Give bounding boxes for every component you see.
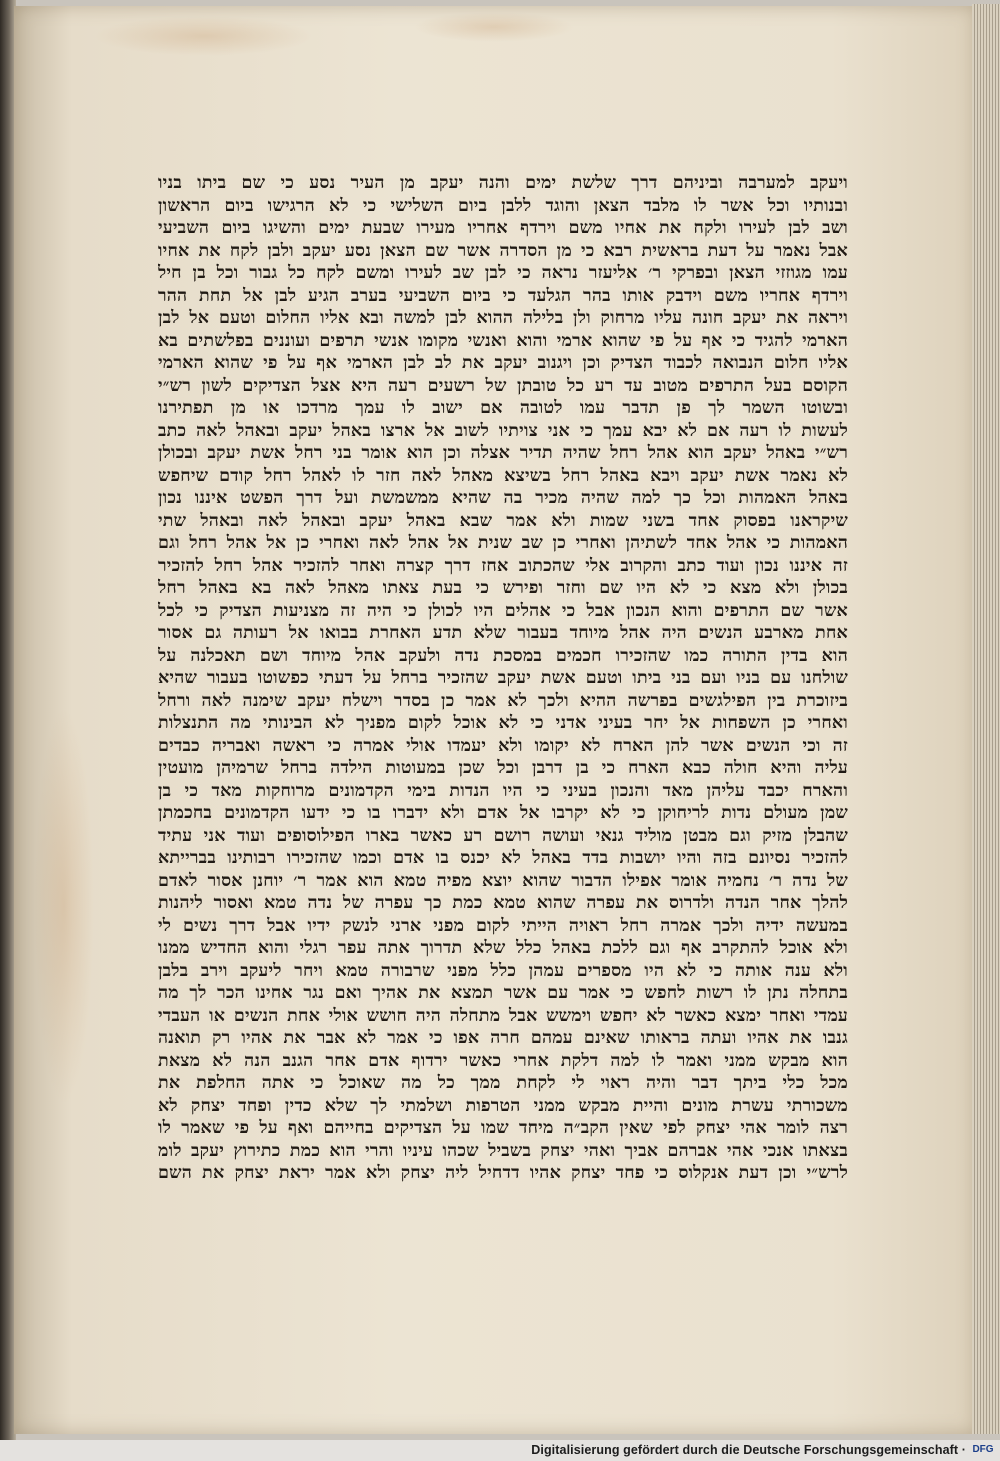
text-line: אליו חלום הנבואה לכבוד הצדיק וכן ויגנוב יעקב את לב לבן הארמי אף על פי שהוא הארמי: [158, 353, 848, 373]
text-line: ולא ענה אותה כי לא היו מספרים עמהן כלל מפני שרבורה טמא ויחר ליעקב וירב בלבן: [158, 960, 848, 981]
text-line: האמהות כי אהל אחד לשתיהן ואחרי כן שב שנית אל אהל לאה ואחרי כן אל אהל רחל וגם: [158, 533, 848, 553]
text-line: רצה לומר אהי יצחק לפי שאין הקב״ה מיחד שמו על הצדיקים בחייהם ואף על פי שאמר לו: [158, 1118, 848, 1138]
text-line: אחת מארבע הנשים היה אהל מיוחד בעבור שלא תדע האחרת בבואו אל רעותה גם אסור: [158, 623, 848, 643]
text-line: שולחנו עם בניו ועם בני ביתו וטעם אשת יעקב שהזכיר ברחל על דעתי כפשוטו בעבור שהיא: [158, 668, 848, 688]
text-line: שהבלן מזיק וגם מבטן מוליד גנאי ועושה רושם רע כאשר בארו הפילוסופים ועוד אני עתיד: [158, 825, 848, 846]
text-line: והארח יכבד עליהן מאד והנכון בעיני כי היו הנדות בימי הקדמונים מרוחקות מאד כי בן: [158, 780, 848, 801]
text-line: ואחרי כן השפחות אל יחר בעיני אדני כי לא אוכל לקום מפניך לא הבינותי מה התנצלות: [158, 713, 848, 733]
text-line: של נדה ר׳ נחמיה אומר אפילו הדבור שהוא יוצא מפיה טמא הוא אמר ר׳ יוחנן אסור לאדם: [158, 870, 848, 891]
text-line: ולא אוכל להתקרב אף וגם ללכת באהל כלל שלא תדרוך אתה עפר רגלי והוא החדיש ממנו: [158, 938, 848, 958]
footer-bar: [0, 1440, 1000, 1461]
paper-stain: [94, 16, 314, 56]
text-line: רש״י באהל יעקב הוא אהל רחל שהיה תדיר אצלה וכן הוא אומר בני רחל אשת יעקב ובכולן: [158, 443, 848, 463]
text-line: אבל נאמר על דעת בראשית רבא כי מן הסדרה אשר שם הצאן נסע יעקב ולבן לקח את אחיו: [158, 240, 848, 261]
text-line: בתחלה נתן לו רשות לחפש כי אמר עם אשר תמצא את אהיך ואם נגר אחינו הכר לך מה: [158, 983, 848, 1003]
text-line: להזכיר נסיונם בזה והיו יושבות בדד באהל לא יכנס בו אדם וכמו שהזכירו רבותינו בברייתא: [158, 848, 848, 868]
text-line: אשר שם התרפים והוא הנכון אבל כי אהלים היו לכולן כי היה זה מצניעות הצדיק כי לכל: [158, 600, 848, 621]
text-line: ובנותיו וכל אשר לו מלבד הצאן והוגד ללבן ביום השלישי כי לא הרגישו ביום הראשון: [158, 195, 848, 216]
text-line: במעשה ידיה ולכך אמרה רחל ראויה הייתי לקום מפני ארני לנשק ידיו אבל דרך נשים לי: [158, 915, 848, 936]
text-line: וירדף אחריו משם וידבק אותו בהר הגלעד כי ביום השביעי בערב הגיע לבן אל תחת ההר: [158, 285, 848, 306]
text-line: באהל האמהות וכל כך למה שהיה מכיר בה שהיא ממשמשת ועל דרך הפשט איננו נכון: [158, 488, 848, 508]
paper-stain: [34, 706, 94, 1106]
text-line: זה איננו נכון ועוד כתב והקרוב אלי שהכתוב אחז דרך קצרה ואחר להזכיר אהל רחל להזכיר: [158, 555, 848, 576]
paper-stain: [414, 12, 574, 42]
text-line: משכורתי עשרת מונים והיית מבקש ממני הטרפות ושלמתי לך שלא כדין ופחד יצחק לא: [158, 1095, 848, 1116]
text-line: הארמי להגיד כי אף על פי שהוא ארמי והוא ואנשי מקומו אנשי תרפים ועוננים בפלשתים בא: [158, 330, 848, 351]
text-line: לעשות לו רעה אם לא יבא עמך כי אני צויתיו לשוב אל ארצו באהל יעקב ובאהל לאה כתב: [158, 420, 848, 441]
text-line: עמו מגוזזי הצאן ובפרקי ר׳ אליעזר נראה כי לבן שב לעירו ומשם לקח כל גבור וכל בן חיל: [158, 263, 848, 283]
page-edges: [972, 4, 1000, 1434]
text-line: בכולן ולא מצא כי לא היו שם וחזר ופירש כי בעת צאתו מאהל לאה בא באהל רחל: [158, 578, 848, 598]
text-line: הקוסם בעל התרפים מטוב עד רע כל טובתן של רשעים רעה היא אצל הצדיקים לשון רש״י: [158, 375, 848, 396]
hebrew-text-block: [158, 172, 848, 1183]
text-line: עמדי ואחר ימצא כאשר לא יחפש וימשש אבל מתחלה היה חושש אולי אחת הנשים או העבדי: [158, 1005, 848, 1026]
text-line: ויראה את יעקב חונה עליו מרחוק ולן בלילה ההוא לבן למשה ובא אליו החלום וטעם אל לבן: [158, 308, 848, 328]
text-line: עליה והיא חולה כבא הארח כי בן דרבן וכל שכן במעוטות הילדה ברחל שרמיהן מועטין: [158, 758, 848, 778]
text-line: ובשוטו השמר לך פן תדבר עמו לטובה אם ישוב לו עמך מרדכו או מן תפתירנו: [158, 398, 848, 418]
text-line: להלך אחר הנדה ולדרוס את עפרה שהוא טמא כמת כך עפרה של נדה טמא ואסור ליהנות: [158, 893, 848, 913]
text-line: בצאתו אנכי אהי אברהם אביך ואהי יצחק בשביל שכהו עיניו והרי הוא כמת כתירוץ יעקב לומ: [158, 1140, 848, 1161]
text-line: שיקראנו בפסוק אחד בשני שמות ולא אמר שבא באהל יעקב ובאהל לאה ובאהל שתי: [158, 510, 848, 531]
dfg-logo-icon: DFG: [972, 1444, 994, 1455]
text-line: הוא מבקש ממני ואמר לו למה דלקת אחרי כאשר ירדוף אדם אחר הגנב הנה לא מצאת: [158, 1050, 848, 1071]
text-line: זה וכי הנשים אשר להן הארח לא יקומו ולא יעמדו אולי אמרה כי ראשה ואבריה כבדים: [158, 735, 848, 756]
text-line: שמן מעולם נדות לריחוקן כי לא יקרבו אל אדם ולא ידברו בו כי ידעו הקדמונים בחכמתן: [158, 803, 848, 823]
funding-credit: Digitalisierung gefördert durch die Deutsche Forschungsgemeinschaft ·: [531, 1443, 966, 1457]
text-line: גנבו את אהיו ועתה בראותו שאינם עמהם חרה אפו כי אמר לא אבר את אהיו רק תואנה: [158, 1028, 848, 1048]
text-line: ושב לבן לעירו ולקח את אחיו משם וירדף אחריו מעירו שבעת ימים והשיגו ביום השביעי: [158, 218, 848, 238]
text-line: הוא בדין התורה כמו שהזכירו חכמים במסכת נדה ולעקב אהל מיוחד ושם תאכלנה על: [158, 645, 848, 666]
text-line: לרש״י וכן דעת אנקלוס כי פחד יצחק אהיו דדחיל ליה יצחק ולא אמר יראת יצחק את השם: [158, 1163, 848, 1183]
text-line: ויעקב למערבה וביניהם דרך שלשת ימים והנה יעקב מן העיר נסע כי שם ביתו בניו: [158, 173, 848, 193]
text-line: מכל כלי ביתך דבר והיה ראוי לי לקחת ממך כל מה שאוכל כי אתה החלפת את: [158, 1073, 848, 1093]
text-line: ביזוכרת בין הפילגשים בפרשה ההיא ולכך לא אמר כן בסדר וישלח יעקב שימנה לאה ורחל: [158, 690, 848, 711]
text-line: לא נאמר אשת יעקב ויבא באהל רחל בשיצא מאהל לאה חזר לו לאהל רחל קודם שיחפש: [158, 465, 848, 486]
